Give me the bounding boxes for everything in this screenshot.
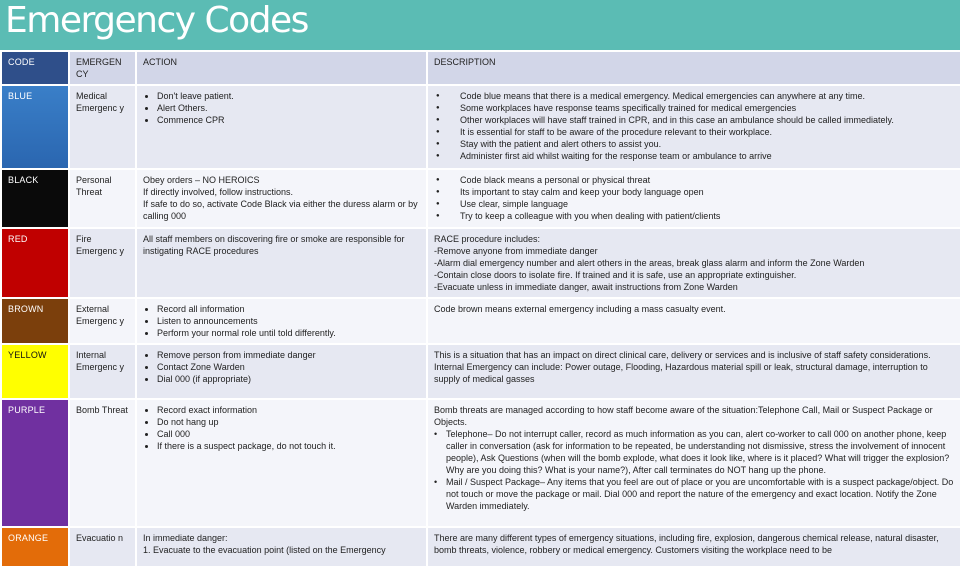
description-cell xyxy=(427,169,960,228)
emergency-cell: Medical Emergenc y xyxy=(69,85,136,169)
action-cell xyxy=(136,169,427,228)
code-cell-black: BLACK xyxy=(1,169,69,228)
description-line: -Contain close doors to isolate fire. If trained and it is safe, use an appropriate extinguisher. xyxy=(434,270,797,280)
description-line: This is a situation that has an impact on direct clinical care, delivery or services and is inclusive of staff safety considerations. xyxy=(434,350,931,360)
code-cell-blue: BLUE xyxy=(1,85,69,169)
action-line: In immediate danger: xyxy=(143,533,228,543)
description-line: RACE procedure includes: xyxy=(434,234,541,244)
description-item: ● Some workplaces have response teams specifically trained for medical emergencies xyxy=(460,102,954,114)
code-cell-orange: ORANGE xyxy=(1,527,69,567)
description-item: ● Use clear, simple language xyxy=(460,198,954,210)
description-line: Internal Emergency can include: Power outage, Flooding, Hazardous material spill or leak, structural damage, interruption to supply of medical gasses xyxy=(434,362,928,384)
description-item: • Telephone– Do not interrupt caller, record as much information as you can, alert co-worker to call 000 on another phone, keep caller in conversation (ask for information to be repeated, be understanding not dismissive, stress the involvement of innocent people), Ask Questions (when will the bomb explode, what does it look like, where is it placed? What will trigger the explosion? Why are you doing this? What is your name?), After call terminates do NOT hang up the phone. xyxy=(446,428,954,476)
action-item: • Don't leave patient. xyxy=(157,90,420,102)
action-cell xyxy=(136,399,427,527)
action-item: • Record all information xyxy=(157,303,420,315)
description-cell xyxy=(427,85,960,169)
emergency-codes-table xyxy=(0,50,960,568)
table-row-orange xyxy=(1,527,960,567)
action-item: • Do not hang up xyxy=(157,416,420,428)
description-item: ● Code black means a personal or physical threat xyxy=(460,174,954,186)
code-cell-red: RED xyxy=(1,228,69,298)
description-cell xyxy=(427,228,960,298)
action-item: • Perform your normal role until told differently. xyxy=(157,327,420,339)
code-cell-yellow: YELLOW xyxy=(1,344,69,399)
description-line: -Evacuate unless in immediate danger, await instructions from Zone Warden xyxy=(434,282,738,292)
action-item: • Remove person from immediate danger xyxy=(157,349,420,361)
description-item: ● Its important to stay calm and keep your body language open xyxy=(460,186,954,198)
emergency-cell: Personal Threat xyxy=(69,169,136,228)
action-item: • If there is a suspect package, do not touch it. xyxy=(157,440,420,452)
description-line: -Alarm dial emergency number and alert others in the areas, break glass alarm and inform the Zone Warden xyxy=(434,258,865,268)
header-description: DESCRIPTION xyxy=(427,51,960,85)
action-line: Obey orders – NO HEROICS xyxy=(143,175,260,185)
table-row-brown xyxy=(1,298,960,344)
description-item: ● It is essential for staff to be aware of the procedure relevant to their workplace. xyxy=(460,126,954,138)
table-row-yellow xyxy=(1,344,960,399)
header-action: ACTION xyxy=(136,51,427,85)
header-code: CODE xyxy=(1,51,69,85)
description-item: ● Stay with the patient and alert others to assist you. xyxy=(460,138,954,150)
table-header-row xyxy=(1,51,960,85)
code-cell-brown: BROWN xyxy=(1,298,69,344)
emergency-cell: Fire Emergenc y xyxy=(69,228,136,298)
action-cell xyxy=(136,85,427,169)
code-cell-purple: PURPLE xyxy=(1,399,69,527)
table-row-black xyxy=(1,169,960,228)
table-row-blue xyxy=(1,85,960,169)
description-cell: There are many different types of emergency situations, including fire, explosion, dangerous chemical release, natural disaster, bomb threats, violence, robbery or medical emergency. Customers visiting the workplace need to be xyxy=(427,527,960,567)
description-cell: Code brown means external emergency including a mass casualty event. xyxy=(427,298,960,344)
table-row-red xyxy=(1,228,960,298)
description-cell xyxy=(427,344,960,399)
action-line: If safe to do so, activate Code Black via either the duress alarm or by calling 000 xyxy=(143,199,418,221)
action-item: • Dial 000 (if appropriate) xyxy=(157,373,420,385)
description-line: -Remove anyone from immediate danger xyxy=(434,246,598,256)
action-item: • Record exact information xyxy=(157,404,420,416)
action-item: • Call 000 xyxy=(157,428,420,440)
action-line: If directly involved, follow instructions. xyxy=(143,187,294,197)
action-cell xyxy=(136,298,427,344)
emergency-cell: Evacuatio n xyxy=(69,527,136,567)
emergency-cell: Bomb Threat xyxy=(69,399,136,527)
action-item: • Commence CPR xyxy=(157,114,420,126)
description-item: • Mail / Suspect Package– Any items that you feel are out of place or you are uncomfortable with is a suspect package/object. Do not touch or move the package or mail. Dial 000 and report the nature of the emergency and exact location. Notify the Zone Warden immediately. xyxy=(446,476,954,512)
page-title: Emergency Codes xyxy=(5,0,308,41)
emergency-cell: External Emergenc y xyxy=(69,298,136,344)
description-item: ● Administer first aid whilst waiting for the response team or ambulance to arrive xyxy=(460,150,954,162)
action-cell xyxy=(136,527,427,567)
table-row-purple xyxy=(1,399,960,527)
action-cell: All staff members on discovering fire or smoke are responsible for instigating RACE procedures xyxy=(136,228,427,298)
header-emergency: EMERGEN CY xyxy=(69,51,136,85)
action-line: 1. Evacuate to the evacuation point (listed on the Emergency xyxy=(143,545,386,555)
description-item: ● Code blue means that there is a medical emergency. Medical emergencies can anywhere at any time. xyxy=(460,90,954,102)
action-cell xyxy=(136,344,427,399)
description-intro: Bomb threats are managed according to how staff become aware of the situation:Telephone Call, Mail or Suspect Package or Objects. xyxy=(434,405,933,427)
action-item: • Listen to announcements xyxy=(157,315,420,327)
action-item: • Contact Zone Warden xyxy=(157,361,420,373)
description-cell xyxy=(427,399,960,527)
description-item: ● Try to keep a colleague with you when dealing with patient/clients xyxy=(460,210,954,222)
description-item: ● Other workplaces will have staff trained in CPR, and in this case an ambulance should be called immediately. xyxy=(460,114,954,126)
emergency-cell: Internal Emergenc y xyxy=(69,344,136,399)
action-item: • Alert Others. xyxy=(157,102,420,114)
